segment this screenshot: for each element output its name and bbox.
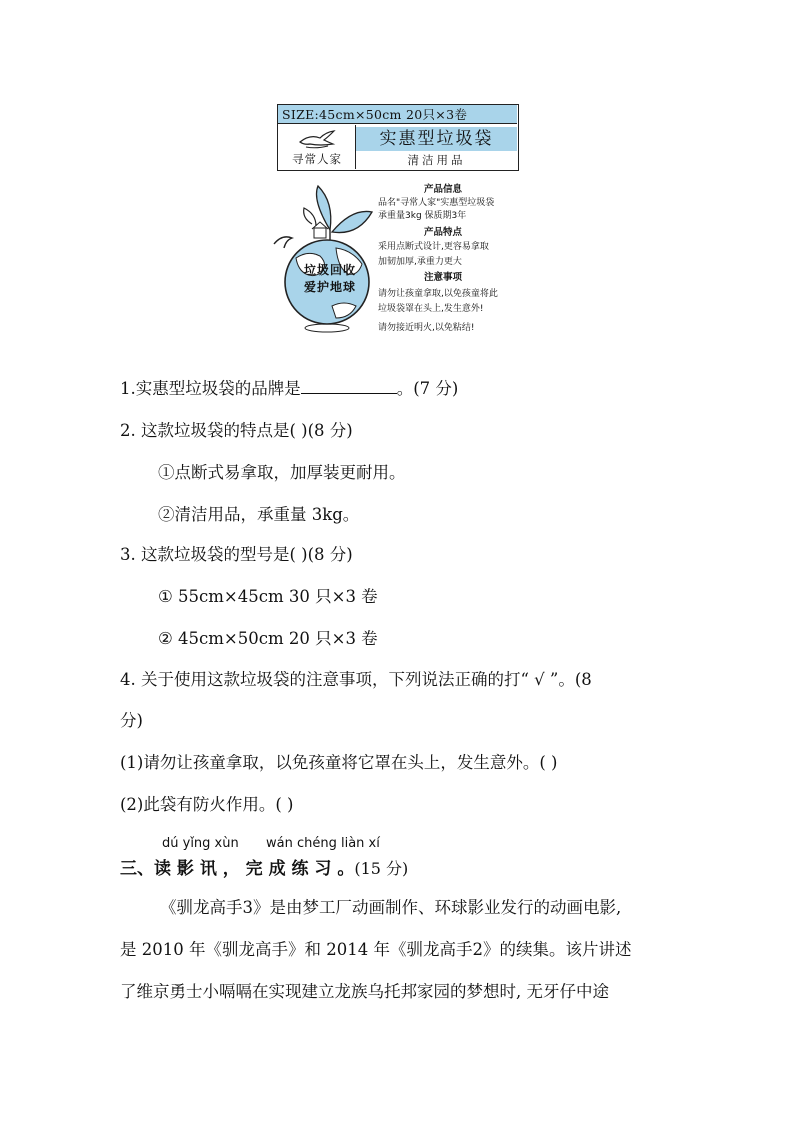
info-line-1: 品名"寻常人家"实惠型垃圾袋 <box>378 198 495 208</box>
label-brand-cell <box>278 125 356 169</box>
info-heading-notes: 注意事项 <box>423 272 462 283</box>
question-3: 3. 这款垃圾袋的型号是( )(8 分) <box>120 545 353 564</box>
section-3-heading: 三、读 影 讯 ， 完 成 练 习 。 <box>120 859 355 879</box>
info-heading-product: 产品信息 <box>423 184 462 195</box>
globe-caption <box>290 262 370 296</box>
info-line-4: 加韧加厚,承重力更大 <box>378 257 462 267</box>
product-category: 清洁用品 <box>407 153 466 167</box>
passage-line-3: 了维京勇士小嗝嗝在实现建立龙族乌托邦家园的梦想时, 无牙仔中途 <box>120 982 609 1001</box>
question-4-continued: 分) <box>120 711 143 730</box>
question-3-option-2: ② 45cm×50cm 20 只×3 卷 <box>158 629 378 648</box>
answer-blank[interactable] <box>301 377 397 394</box>
pinyin-annotation-2: wán chéng liàn xí <box>266 836 380 851</box>
passage-line-2: 是 2010 年《驯龙高手》和 2014 年《驯龙高手2》的续集。该片讲述 <box>120 940 632 959</box>
question-4-item-2: (2)此袋有防火作用。( ) <box>120 795 294 814</box>
question-1-text: 1.实惠型垃圾袋的品牌是 <box>120 379 301 398</box>
product-name: 实惠型垃圾袋 <box>356 127 517 151</box>
question-4: 4. 关于使用这款垃圾袋的注意事项，下列说法正确的打“ √ ”。(8 <box>120 670 592 689</box>
info-line-7: 请勿接近明火,以免粘结! <box>378 323 475 333</box>
globe-text-2: 爱护地球 <box>303 280 356 294</box>
passage-line-1: 《驯龙高手3》是由梦工厂动画制作、环球影业发行的动画电影, <box>160 898 622 917</box>
globe-text-1: 垃圾回收 <box>303 263 356 277</box>
label-size-line: SIZE:45cm×50cm 20只×3卷 <box>278 105 517 124</box>
question-2: 2. 这款垃圾袋的特点是( )(8 分) <box>120 421 353 440</box>
info-line-5: 请勿让孩童拿取,以免孩童将此 <box>378 289 498 299</box>
question-1 <box>120 377 458 401</box>
label-product-cell <box>356 125 517 169</box>
globe-sprout-icon <box>272 178 382 340</box>
pinyin-annotation-1: dú yǐng xùn <box>162 836 239 851</box>
info-line-3: 采用点断式设计,更容易拿取 <box>378 242 489 252</box>
question-4-item-1: (1)请勿让孩童拿取，以免孩童将它罩在头上，发生意外。( ) <box>120 753 558 772</box>
question-1-score: 。(7 分) <box>396 379 459 398</box>
package-label <box>277 104 519 171</box>
bird-logo-icon <box>298 128 336 150</box>
question-2-option-2: ②清洁用品，承重量 3kg。 <box>158 505 360 524</box>
section-3-title <box>120 854 408 879</box>
brand-name: 寻常人家 <box>292 152 342 166</box>
question-2-option-1: ①点断式易拿取，加厚装更耐用。 <box>158 463 406 482</box>
info-heading-features: 产品特点 <box>423 227 462 238</box>
question-3-option-1: ① 55cm×45cm 30 只×3 卷 <box>158 587 378 606</box>
section-3-score: (15 分) <box>354 859 409 878</box>
info-line-2: 承重量3kg 保质期3年 <box>378 211 467 221</box>
info-line-6: 垃圾袋罩在头上,发生意外! <box>378 304 484 314</box>
